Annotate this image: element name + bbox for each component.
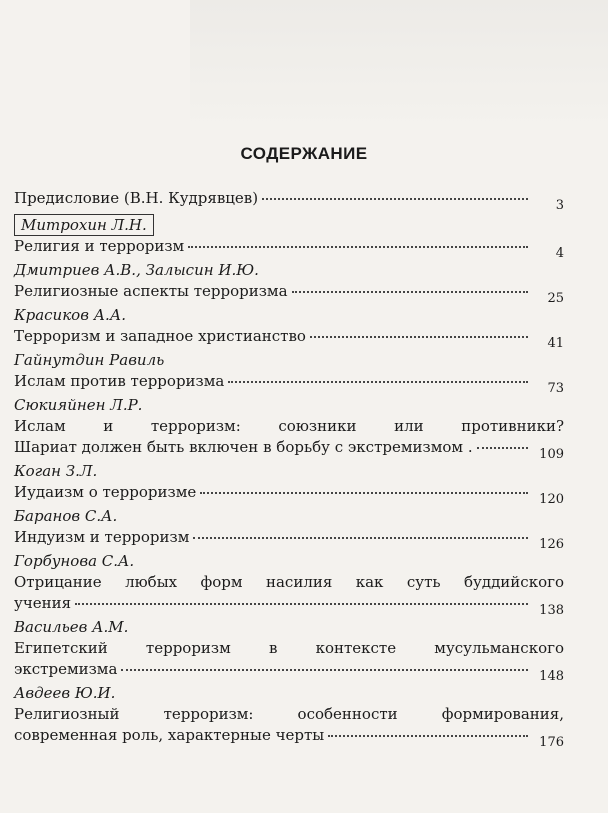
toc-entry [14,683,564,750]
toc-title-line [14,437,564,462]
toc-author: Васильев А.М. [14,618,129,636]
toc-title-line [14,326,564,351]
toc-page-number: 126 [539,537,564,552]
toc-title-line [14,236,564,261]
toc-page-number: 109 [539,447,564,462]
leader-dots [121,669,528,671]
toc-title-line: Отрицание любых форм насилия как суть буддийского [14,573,564,591]
toc-title-line [14,281,564,306]
toc-title: Шариат должен быть включен в борьбу с экстремизмом . [14,438,473,456]
toc-title: Терроризм и западное христианство [14,327,306,345]
leader-dots [193,537,528,539]
toc-title-line [14,593,564,618]
leader-dots [328,735,528,737]
toc-author: Горбунова С.А. [14,552,135,570]
toc-author: Авдеев Ю.И. [14,684,116,702]
toc-entry [14,260,564,306]
toc-title: Предисловие (В.Н. Кудрявцев) [14,189,259,207]
toc-entry [14,506,564,552]
toc-page-number: 73 [547,381,564,396]
toc-title-line [14,659,564,684]
toc-entry [14,350,564,396]
toc-title-line [14,725,564,750]
toc-entry [14,212,564,261]
page-title: СОДЕРЖАНИЕ [240,144,368,163]
toc-author: Баранов С.А. [14,507,118,525]
leader-dots [75,603,528,605]
toc-title: Религия и терроризм [14,237,185,255]
toc-title-line [14,527,564,552]
leader-dots [262,198,528,200]
toc-entry [14,305,564,351]
leader-dots [310,336,528,338]
leader-dots [188,246,528,248]
toc-entry [14,188,564,213]
leader-dots [477,447,528,449]
toc-entry [14,551,564,618]
leader-dots [228,381,528,383]
leader-dots [200,492,528,494]
toc-page-number: 120 [539,492,564,507]
toc-title: Индуизм и терроризм [14,528,190,546]
toc-author: Коган З.Л. [14,462,98,480]
toc-page-number: 148 [539,669,564,684]
toc-page-number: 4 [555,246,564,261]
toc-author: Дмитриев А.В., Залысин И.Ю. [14,261,259,279]
toc-title-line: Египетский терроризм в контексте мусульманского [14,639,564,657]
toc-title: современная роль, характерные черты [14,726,325,744]
table-of-contents [14,188,564,749]
toc-page-number: 3 [555,198,564,213]
toc-title: Иудаизм о терроризме [14,483,197,501]
toc-page-number: 25 [547,291,564,306]
toc-title: учения [14,594,72,612]
toc-title-line: Ислам и терроризм: союзники или противники? [14,417,564,435]
toc-entry [14,461,564,507]
toc-author: Красиков А.А. [14,306,126,324]
toc-entry [14,617,564,684]
toc-page-number: 138 [539,603,564,618]
toc-entry [14,395,564,462]
toc-author: Митрохин Л.Н. [14,214,154,236]
toc-author: Гайнутдин Равиль [14,351,165,369]
toc-author: Сюкияйнен Л.Р. [14,396,143,414]
toc-page-number: 176 [539,735,564,750]
toc-page-number: 41 [547,336,564,351]
toc-title-line [14,482,564,507]
toc-title-line: Религиозный терроризм: особенности формирования, [14,705,564,723]
toc-title: Религиозные аспекты терроризма [14,282,288,300]
show-through-shadow [190,0,608,130]
toc-title-line [14,188,564,213]
toc-title: экстремизма [14,660,118,678]
toc-title-line [14,371,564,396]
toc-title: Ислам против терроризма [14,372,225,390]
leader-dots [292,291,528,293]
